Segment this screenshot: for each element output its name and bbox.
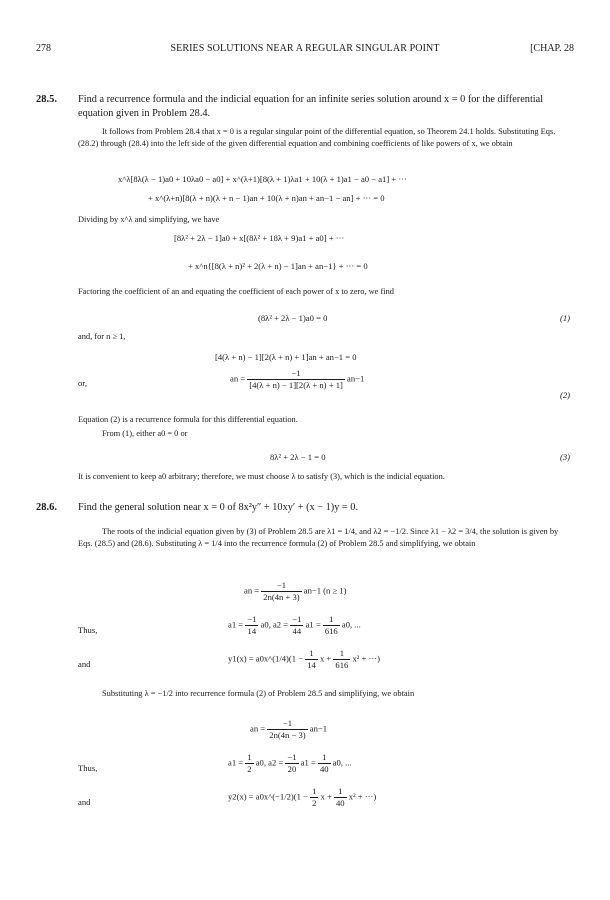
coef-2-frac-a-den: 2 xyxy=(247,764,252,774)
coef-2-frac-c-num: 1 xyxy=(318,752,331,764)
y1-frac-1 xyxy=(305,648,318,671)
or-label: or, xyxy=(78,378,87,388)
problem-28-5-number: 28.5. xyxy=(36,94,57,105)
y1-frac-2-num: 1 xyxy=(333,648,350,660)
coef-2-frac-c-den: 40 xyxy=(319,764,329,774)
y2-tail: x² + ···) xyxy=(348,791,377,802)
problem-28-5-paragraph-1: It follows from Problem 28.4 that x = 0 is a regular singular point of the differential equation, so Theorem 24.1 holds. Substituting Eqs. (28.2) through (28.4) into the left side of the given differential equation and combining coefficients of like powers of x, we obtain xyxy=(78,127,556,149)
y2-mid: x + xyxy=(320,791,332,802)
recurrence-1-numerator: −1 xyxy=(261,580,301,592)
problem-28-6-paragraph-2: Substituting λ = −1/2 into recurrence formula (2) of Problem 28.5 and simplifying, we obtain xyxy=(102,689,415,698)
recurrence-1-fraction xyxy=(261,580,301,603)
coef-1-frac-a-num: −1 xyxy=(247,614,257,624)
equation-2-rhs: an−1 xyxy=(347,373,365,384)
coef-2-a1: a1 = xyxy=(228,757,244,768)
recurrence-1-denominator: 2n(4n + 3) xyxy=(263,592,300,602)
y2-frac-2 xyxy=(334,786,347,809)
y2-lhs: y2(x) = a0x^(−1/2)(1 − xyxy=(228,791,308,802)
equation-2-lhs: an = xyxy=(230,373,246,384)
coef-2-a3-tail: a0, ... xyxy=(332,757,352,768)
y1-tail: x² + ···) xyxy=(352,653,380,664)
recurrence-2-lhs: an = xyxy=(250,723,266,734)
thus-label-1: Thus, xyxy=(78,625,98,635)
problem-28-5-paragraph-3: Factoring the coefficient of an and equating the coefficient of each power of x to zero, we find xyxy=(78,287,394,296)
coefficients-2 xyxy=(228,752,352,775)
solution-y2 xyxy=(228,786,376,809)
equation-1: (8λ² + 2λ − 1)a0 = 0 xyxy=(258,313,328,323)
recurrence-1 xyxy=(244,580,347,603)
coef-2-frac-b-den: 20 xyxy=(287,764,297,774)
coefficients-1 xyxy=(228,614,361,637)
coef-1-frac-a-den: 14 xyxy=(247,626,257,636)
problem-28-6-statement: Find the general solution near x = 0 of 8x²y″ + 10xy′ + (x − 1)y = 0. xyxy=(78,502,359,513)
coef-1-a3-tail: a0, ... xyxy=(341,619,361,630)
problem-28-5-paragraph-5: Equation (2) is a recurrence formula for this differential equation. xyxy=(78,415,298,424)
y2-frac-1 xyxy=(310,786,318,809)
equation-2-denominator: [4(λ + n) − 1][2(λ + n) + 1] xyxy=(249,380,343,390)
equation-b-line-1: [8λ² + 2λ − 1]a0 + x[(8λ² + 18λ + 9)a1 + a0] + ··· xyxy=(174,233,345,243)
y1-frac-1-num: 1 xyxy=(305,648,318,660)
coef-1-frac-c-num: 1 xyxy=(323,614,340,626)
y1-frac-2 xyxy=(333,648,350,671)
y1-mid: x + xyxy=(319,653,332,664)
equation-a-line-1: x^λ[8λ(λ − 1)a0 + 10λa0 − a0] + x^(λ+1)[8(λ + 1)λa1 + 10(λ + 1)a1 − a0 − a1] + ··· xyxy=(118,174,407,184)
recurrence-2-denominator: 2n(4n − 3) xyxy=(269,730,306,740)
problem-28-5-paragraph-2: Dividing by x^λ and simplifying, we have xyxy=(78,215,220,224)
problem-28-5-statement: Find a recurrence formula and the indicial equation for an infinite series solution around x = 0 for the differential equation given in Problem 28.4. xyxy=(78,94,544,119)
equation-b-line-2: + x^n{[8(λ + n)² + 2(λ + n) − 1]an + an−1} + ··· = 0 xyxy=(188,261,368,271)
coef-2-frac-a xyxy=(245,752,253,775)
coef-1-a1: a1 = xyxy=(228,619,244,630)
page-header xyxy=(36,43,574,57)
equation-a-line-2: + x^(λ+n)[8(λ + n)(λ + n − 1)an + 10(λ + n)an + an−1 − an] + ··· = 0 xyxy=(148,193,385,203)
coef-2-a2-tail: a1 = xyxy=(300,757,316,768)
coef-1-frac-c-den: 616 xyxy=(324,626,338,636)
y1-frac-1-den: 14 xyxy=(307,660,316,670)
equation-2-fraction xyxy=(247,368,345,391)
running-title: SERIES SOLUTIONS NEAR A REGULAR SINGULAR POINT xyxy=(170,43,440,54)
page-number: 278 xyxy=(36,43,51,54)
recurrence-2 xyxy=(250,718,327,741)
y2-frac-2-den: 40 xyxy=(335,798,345,808)
recurrence-2-fraction xyxy=(267,718,307,741)
coef-2-frac-b-num: −1 xyxy=(287,752,297,762)
problem-28-6-paragraph-1: The roots of the indicial equation given by (3) of Problem 28.5 are λ1 = 1/4, and λ2 = −1/2. Since λ1 − λ2 = 3/4, the solution is given by Eqs. (28.5) and (28.6). Substituting λ = 1/4 into the recurrence formula (2) of Problem 28.5 and simplifying, we obtain xyxy=(78,527,559,549)
equation-2-label: (2) xyxy=(559,390,570,400)
equation-2-numerator: −1 xyxy=(247,368,345,380)
recurrence-1-rhs: an−1 (n ≥ 1) xyxy=(303,585,347,596)
y2-frac-1-den: 2 xyxy=(312,798,317,808)
coef-2-frac-c xyxy=(318,752,331,775)
problem-28-5-paragraph-7: It is convenient to keep a0 arbitrary; therefore, we must choose λ to satisfy (3), which is the indicial equation. xyxy=(78,472,445,481)
coef-1-frac-b xyxy=(290,614,303,637)
coef-1-a2-tail: a1 = xyxy=(305,619,321,630)
recurrence-1-lhs: an = xyxy=(244,585,260,596)
coef-1-frac-b-num: −1 xyxy=(292,614,302,624)
recurrence-2-numerator: −1 xyxy=(267,718,307,730)
problem-28-5-paragraph-4: and, for n ≥ 1, xyxy=(78,332,126,341)
equation-c: [4(λ + n) − 1][2(λ + n) + 1]an + an−1 = 0 xyxy=(215,352,357,362)
equation-3: 8λ² + 2λ − 1 = 0 xyxy=(270,452,326,462)
thus-label-2: Thus, xyxy=(78,763,98,773)
coef-1-frac-b-den: 44 xyxy=(292,626,302,636)
coef-2-frac-a-num: 1 xyxy=(247,752,252,762)
and-label-2: and xyxy=(78,797,91,807)
equation-1-label: (1) xyxy=(559,313,570,323)
and-label-1: and xyxy=(78,659,91,669)
coef-2-frac-b xyxy=(285,752,298,775)
equation-2 xyxy=(230,368,364,391)
chapter-label: [CHAP. 28 xyxy=(530,43,574,54)
coef-1-a1-tail: a0, a2 = xyxy=(260,619,289,630)
coef-2-a1-tail: a0, a2 = xyxy=(255,757,284,768)
y2-frac-2-num: 1 xyxy=(334,786,347,798)
recurrence-2-rhs: an−1 xyxy=(309,723,328,734)
y2-frac-1-num: 1 xyxy=(312,786,317,796)
coef-1-frac-c xyxy=(323,614,340,637)
problem-28-6-number: 28.6. xyxy=(36,502,57,513)
solution-y1 xyxy=(228,648,380,671)
problem-28-5-paragraph-6: From (1), either a0 = 0 or xyxy=(102,429,188,438)
y1-lhs: y1(x) = a0x^(1/4)(1 − xyxy=(228,653,304,664)
y1-frac-2-den: 616 xyxy=(335,660,349,670)
coef-1-frac-a xyxy=(245,614,258,637)
equation-3-label: (3) xyxy=(559,452,570,462)
